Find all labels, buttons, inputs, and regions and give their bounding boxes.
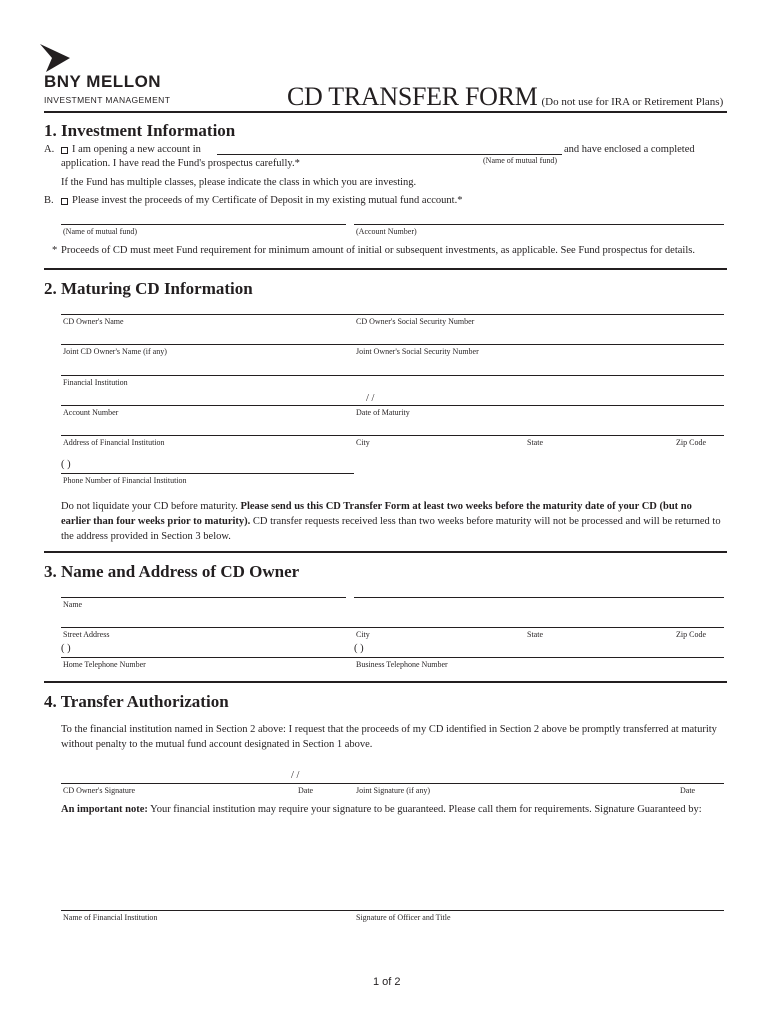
phone-label: Phone Number of Financial Institution <box>63 476 187 485</box>
state-label: State <box>527 438 543 447</box>
owner-name-label: CD Owner's Name <box>63 317 124 326</box>
brand-subtitle: INVESTMENT MANAGEMENT <box>44 95 171 105</box>
existing-fund-field[interactable] <box>61 224 346 225</box>
business-phone-parens: ( ) <box>354 643 364 654</box>
state-label-3: State <box>527 630 543 639</box>
guarantee-field[interactable] <box>61 910 724 911</box>
joint-date-label: Date <box>680 786 696 795</box>
officer-signature-label: Signature of Officer and Title <box>356 913 451 922</box>
phone-parens: ( ) <box>61 459 71 470</box>
section2-heading: 2. Maturing CD Information <box>44 279 253 298</box>
zip-label: Zip Code <box>676 438 706 447</box>
home-phone-label: Home Telephone Number <box>63 660 146 669</box>
option-a-text-end: and have enclosed a completed <box>564 144 695 155</box>
page-number: 1 of 2 <box>373 976 401 988</box>
existing-account-field[interactable] <box>354 224 724 225</box>
section1-divider <box>44 268 727 270</box>
important-note: An important note: Your financial institution may require your signature to be guaranteed. Please call them for requirements. Signature Guaranteed by: <box>61 804 702 815</box>
signature-field[interactable] <box>61 783 724 784</box>
classes-note: If the Fund has multiple classes, please indicate the class in which you are investing. <box>61 177 417 188</box>
authorization-text: To the financial institution named in Section 2 above: I request that the proceeds of my CD identified in Section 2 above be promptly transferred at maturity without penalty to the mutual fund account designated in Section 1 above. <box>61 724 717 750</box>
section2-divider <box>44 551 727 553</box>
city-label-3: City <box>356 630 370 639</box>
footnote-mark: * <box>52 245 58 256</box>
section4-heading: 4. Transfer Authorization <box>44 692 229 711</box>
owner-date-label: Date <box>298 786 314 795</box>
existing-fund-caption: (Name of mutual fund) <box>63 227 137 236</box>
joint-ssn-label: Joint Owner's Social Security Number <box>356 347 479 356</box>
institution-label: Financial Institution <box>63 378 128 387</box>
maturity-notice: Do not liquidate your CD before maturity. Please send us this CD Transfer Form at least two weeks before the maturity date of your CD (but no earlier than four weeks prior to maturity). CD transfer requests received less than two weeks before maturity will not be processed and will be returned to the address provided in Section 3 below. <box>61 501 721 542</box>
footnote-text: Proceeds of CD must meet Fund requirement for minimum amount of initial or subsequent investments, as applicable. See Fund prospectus for details. <box>61 245 695 256</box>
institution-field[interactable] <box>61 375 724 376</box>
account-maturity-field[interactable] <box>61 405 724 406</box>
form-title-note: (Do not use for IRA or Retirement Plans) <box>541 96 724 108</box>
option-b-checkbox[interactable] <box>61 198 68 205</box>
street-address-field[interactable] <box>61 627 724 628</box>
option-b-marker: B. <box>44 195 54 206</box>
option-b-text: Please invest the proceeds of my Certificate of Deposit in my existing mutual fund account.* <box>72 195 463 206</box>
institution-phone-field[interactable] <box>61 473 354 474</box>
maturity-date-slashes: / / <box>366 393 375 404</box>
signature-date-slashes: / / <box>291 770 300 781</box>
owner-name-field-right[interactable] <box>354 597 724 598</box>
option-a-fund-field[interactable] <box>217 154 562 155</box>
bny-mellon-logo-icon <box>38 44 70 72</box>
header-divider <box>44 111 727 113</box>
brand-name: BNY MELLON <box>44 72 162 91</box>
street-label: Street Address <box>63 630 110 639</box>
section1-heading: 1. Investment Information <box>44 121 236 140</box>
owner-signature-label: CD Owner's Signature <box>63 786 136 795</box>
joint-name-label: Joint CD Owner's Name (if any) <box>63 347 167 356</box>
section3-divider <box>44 681 727 683</box>
joint-name-field[interactable] <box>61 344 724 345</box>
existing-account-caption: (Account Number) <box>356 227 417 236</box>
owner-name-field[interactable] <box>61 314 724 315</box>
city-label: City <box>356 438 370 447</box>
option-a-marker: A. <box>44 144 55 155</box>
institution-address-field[interactable] <box>61 435 724 436</box>
section3-heading: 3. Name and Address of CD Owner <box>44 562 300 581</box>
option-a-text: I am opening a new account in <box>72 144 201 155</box>
maturity-date-label: Date of Maturity <box>356 408 410 417</box>
home-phone-parens: ( ) <box>61 643 71 654</box>
telephone-field[interactable] <box>61 657 724 658</box>
joint-signature-label: Joint Signature (if any) <box>356 786 430 795</box>
form-title: CD TRANSFER FORM (Do not use for IRA or Retirement Plans) <box>287 82 724 111</box>
business-phone-label: Business Telephone Number <box>356 660 448 669</box>
institution-name-label: Name of Financial Institution <box>63 913 158 922</box>
option-a-checkbox[interactable] <box>61 147 68 154</box>
name-label: Name <box>63 600 83 609</box>
owner-name-field-left[interactable] <box>61 597 346 598</box>
address-label: Address of Financial Institution <box>63 438 165 447</box>
option-a-line2: application. I have read the Fund's prospectus carefully.* <box>61 158 300 169</box>
zip-label-3: Zip Code <box>676 630 706 639</box>
owner-ssn-label: CD Owner's Social Security Number <box>356 317 475 326</box>
option-a-fund-caption: (Name of mutual fund) <box>483 156 557 165</box>
account-number-label: Account Number <box>63 408 119 417</box>
